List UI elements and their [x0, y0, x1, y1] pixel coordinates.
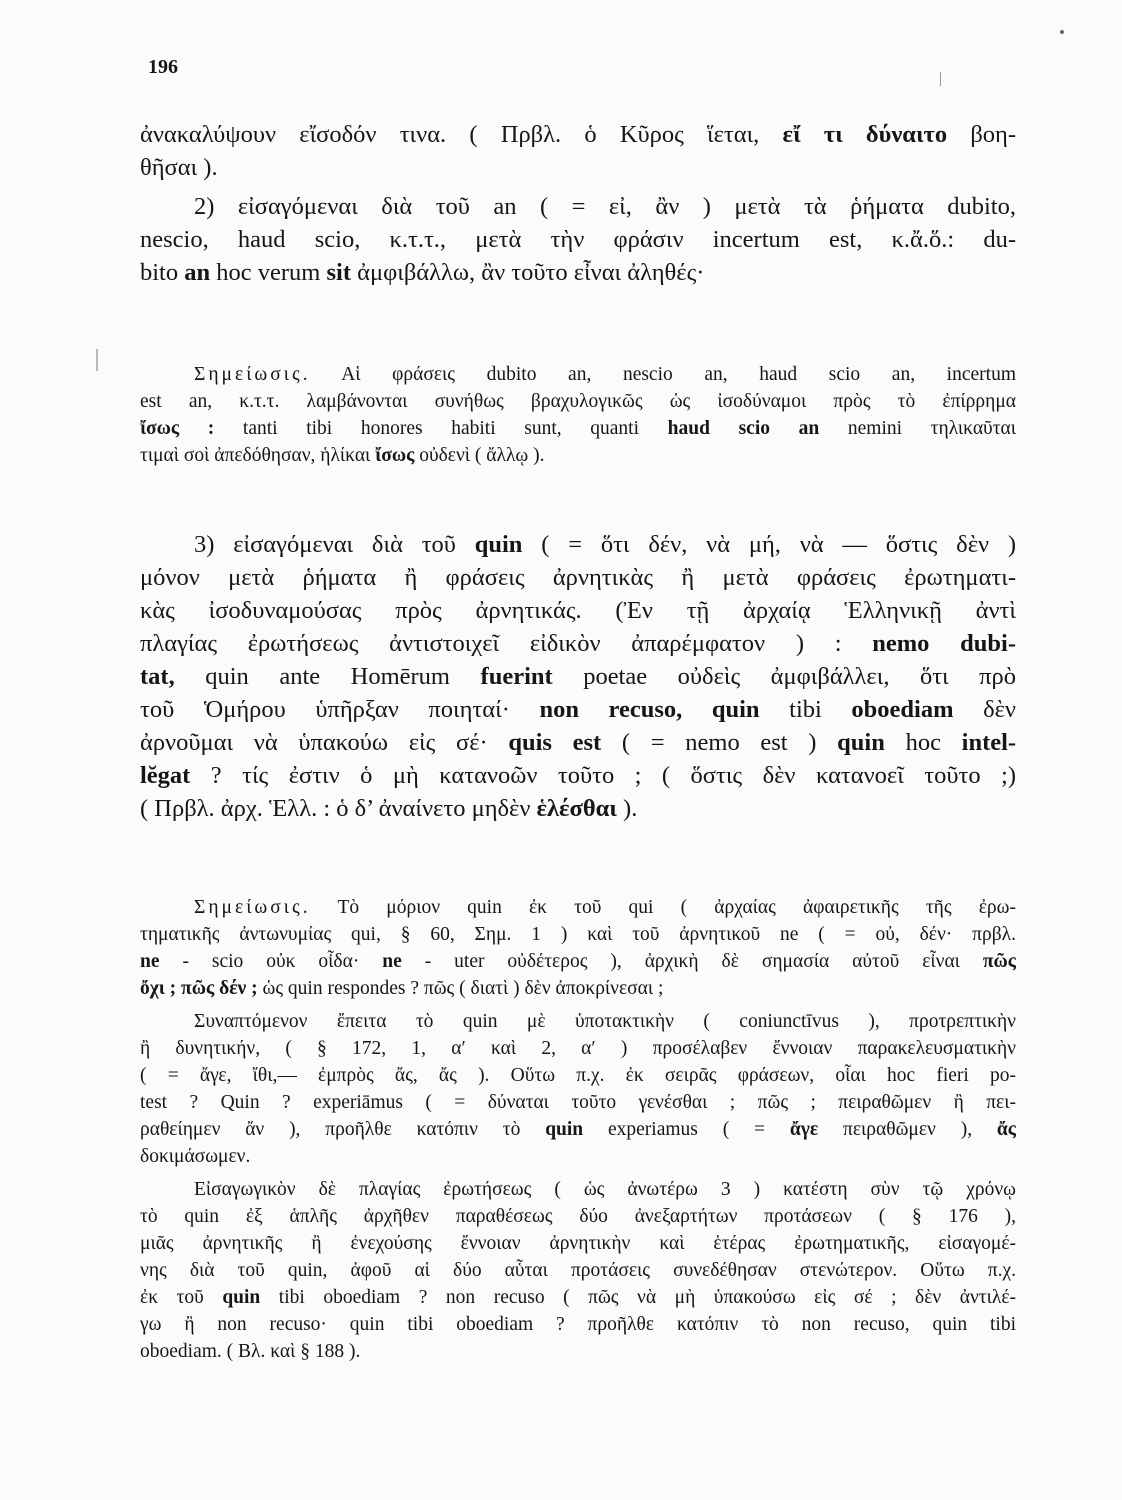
bold-phrase: ἄς — [996, 1119, 1016, 1140]
paragraph-an-clauses — [140, 118, 1016, 289]
text-line: nescio, haud scio, κ.τ.τ., μετὰ τὴν φράσιν incertum est, κ.ἄ.ὅ.: du- — [140, 226, 1016, 253]
page-number: 196 — [148, 56, 178, 78]
text-span: - scio οὐκ οἶδα· — [182, 951, 360, 972]
text-line — [140, 759, 1016, 792]
text-span: - uter οὐδέτερος ), ἀρχικὴ δὲ σημασία αὐτοῦ εἶναι — [424, 951, 960, 972]
text-span: nemini τηλικαῦται — [847, 418, 1016, 439]
bold-phrase: quis est — [508, 729, 602, 756]
text-span: ραθείημεν ἄν ), προῆλθε κατόπιν τὸ — [140, 1119, 521, 1140]
text-span: τιμαὶ σοὶ ἀπεδόθησαν, ἡλίκαι — [140, 445, 371, 466]
text-span: tanti tibi honores habiti sunt, quanti — [242, 418, 640, 439]
bold-phrase: oboediam — [851, 696, 954, 723]
bold-phrase: ne — [382, 951, 402, 972]
text-line: ( = ἄγε, ἴθι,— ἐμπρὸς ἄς, ἄς ). Οὕτω π.χ. ἐκ σειρᾶς φράσεων, οἷαι hoc fieri po- — [140, 1065, 1016, 1086]
text-line: μιᾶς ἀρνητικῆς ἢ ἐνεχούσης ἔννοιαν ἀρνητικὴν καὶ ἑτέρας ἐρωτηματικῆς, εἰσαγομέ- — [140, 1233, 1016, 1254]
text-span: hoc verum — [216, 259, 321, 286]
text-span: hoc — [905, 729, 941, 756]
text-line: γω ἢ non recuso· quin tibi oboediam ? προῆλθε κατόπιν τὸ non recuso, quin tibi — [140, 1314, 1016, 1335]
bold-phrase: sit — [326, 259, 351, 286]
bold-phrase: quin — [545, 1119, 584, 1140]
text-line: νης διὰ τοῦ quin, ἀφοῦ αἱ δύο αὗται προτάσεις συνεδέθησαν στενώτερον. Οὕτω π.χ. — [140, 1260, 1016, 1281]
text-line: Συναπτόμενον ἔπειτα τὸ quin μὲ ὑποτακτικὴν ( coniunctīvus ), προτρεπτικὴν — [194, 1011, 1016, 1032]
text-span: βοη- — [970, 121, 1016, 148]
text-line — [140, 693, 1016, 726]
text-span: tibi — [789, 696, 822, 723]
text-span: ὡς quin respondes ? πῶς ( διατὶ ) δὲν ἀποκρίνεσαι ; — [262, 978, 664, 999]
text-span: tibi oboediam ? non recuso ( πῶς νὰ μὴ ὑπακούσω εἰς σέ ; δὲν ἀντιλέ- — [278, 1287, 1016, 1308]
bold-phrase: ἴσως — [375, 445, 415, 466]
text-span: experiamus ( = — [607, 1119, 766, 1140]
text-span: ( = ὅτι δέν, νὰ μή, νὰ — ὅστις δὲν ) — [541, 531, 1016, 558]
text-span: πειραθῶμεν ), — [843, 1119, 973, 1140]
bold-phrase: intel- — [961, 729, 1016, 756]
text-line — [140, 792, 1016, 825]
bold-phrase: ne — [140, 951, 160, 972]
text-line — [140, 442, 1016, 469]
text-line: Εἰσαγωγικὸν δὲ πλαγίας ἐρωτήσεως ( ὡς ἀνωτέρω 3 ) κατέστη σὺν τῷ χρόνῳ — [194, 1179, 1016, 1200]
text-span: Αἱ φράσεις dubito an, nescio an, haud scio an, incertum — [341, 364, 1016, 385]
bold-phrase: nemo dubi- — [872, 630, 1016, 657]
bold-phrase: ἄγε — [789, 1119, 819, 1140]
text-line — [140, 118, 1016, 151]
bold-phrase: quin — [222, 1287, 261, 1308]
text-line: oboediam. ( Βλ. καὶ § 188 ). — [140, 1341, 361, 1362]
bold-phrase: ἴσως : — [140, 418, 215, 439]
text-span: ἀμφιβάλλω, ἂν τοῦτο εἶναι ἀληθές· — [357, 259, 705, 286]
text-span: οὐδενὶ ( ἄλλῳ ). — [419, 445, 545, 466]
margin-mark — [96, 349, 98, 371]
bold-phrase: tat, — [140, 663, 175, 690]
note-an-clauses — [140, 361, 1016, 469]
text-span: quin ante Homērum — [205, 663, 450, 690]
bold-phrase: quin — [837, 729, 885, 756]
note-label: Σημείωσις. — [194, 897, 311, 918]
text-span: τοῦ Ὁμήρου ὑπῆρξαν ποιηταί· — [140, 696, 510, 723]
text-line — [140, 1284, 1016, 1311]
bold-phrase: quin — [474, 531, 523, 558]
text-line: μόνον μετὰ ῥήματα ἢ φράσεις ἀρνητικὰς ἢ μετὰ φράσεις ἐρωτηματι- — [140, 564, 1016, 591]
text-line: δοκιμάσωμεν. — [140, 1146, 251, 1167]
text-line: ἢ δυνητικήν, ( § 172, 1, α′ καὶ 2, α′ ) προσέλαβεν ἔννοιαν παρακελευσματικὴν — [140, 1038, 1016, 1059]
text-line — [140, 975, 1016, 1002]
note-quin — [140, 894, 1016, 1365]
text-line — [140, 627, 1016, 660]
text-span: 3) εἰσαγόμεναι διὰ τοῦ — [194, 531, 456, 558]
text-line — [140, 1116, 1016, 1143]
text-line — [140, 256, 1016, 289]
text-span: ἀνακαλύψουν εἴσοδόν τινα. ( Πρβλ. ὁ Κῦρος ἵεται, — [140, 121, 760, 148]
text-span: δὲν — [983, 696, 1016, 723]
text-line: κὰς ἰσοδυναμούσας πρὸς ἀρνητικάς. (Ἐν τῇ ἀρχαίᾳ Ἑλληνικῇ ἀντὶ — [140, 597, 1016, 624]
text-line: est an, κ.τ.τ. λαμβάνονται συνήθως βραχυλογικῶς ὡς ἰσοδύναμοι πρὸς τὸ ἐπίρρημα — [140, 391, 1016, 412]
text-line — [140, 948, 1016, 975]
bold-phrase: εἴ τι δύναιτο — [782, 121, 948, 148]
text-span: ἐκ τοῦ — [140, 1287, 204, 1308]
text-line: τὸ quin ἐξ ἁπλῆς ἀρχῆθεν παραθέσεως δύο ἀνεξαρτήτων προτάσεων ( § 176 ), — [140, 1206, 1016, 1227]
text-line — [140, 415, 1016, 442]
text-line: 2) εἰσαγόμεναι διὰ τοῦ an ( = εἰ, ἂν ) μετὰ τὰ ῥήματα dubito, — [194, 193, 1016, 220]
note-label: Σημείωσις. — [194, 364, 311, 385]
text-line — [140, 726, 1016, 759]
bold-phrase: ἑλέσθαι — [536, 795, 617, 822]
bold-phrase: an — [184, 259, 211, 286]
bold-phrase: πῶς — [982, 951, 1016, 972]
text-line — [140, 528, 1016, 561]
paragraph-quin-clauses — [140, 528, 1016, 825]
text-line — [140, 660, 1016, 693]
text-line — [140, 894, 1016, 921]
text-span: ). — [623, 795, 638, 822]
text-line: test ? Quin ? experiāmus ( = δύναται τοῦτο γενέσθαι ; πῶς ; πειραθῶμεν ἢ πει- — [140, 1092, 1016, 1113]
scan-mark — [940, 72, 941, 86]
text-span: πλαγίας ἐρωτήσεως ἀντιστοιχεῖ εἰδικὸν ἀπαρέμφατον ) : — [140, 630, 842, 657]
text-line: τηματικῆς ἀντωνυμίας qui, § 60, Σημ. 1 ) καὶ τοῦ ἀρνητικοῦ ne ( = οὐ, δέν· πρβλ. — [140, 924, 1016, 945]
text-line: θῆσαι ). — [140, 154, 218, 181]
text-span: ? τίς ἐστιν ὁ μὴ κατανοῶν τοῦτο ; ( ὅστις δὲν κατανοεῖ τοῦτο ;) — [210, 762, 1016, 789]
bold-phrase: haud scio an — [667, 418, 820, 439]
text-span: Τὸ μόριον quin ἐκ τοῦ qui ( ἀρχαίας ἀφαιρετικῆς τῆς ἐρω- — [337, 897, 1016, 918]
bold-phrase: lĕgat — [140, 762, 191, 789]
bold-phrase: non recuso, quin — [539, 696, 760, 723]
scan-speck — [1060, 30, 1064, 34]
text-span: poetae οὐδεὶς ἀμφιβάλλει, ὅτι πρὸ — [583, 663, 1016, 690]
text-span: ( Πρβλ. ἀρχ. Ἑλλ. : ὁ δ’ ἀναίνετο μηδὲν — [140, 795, 531, 822]
text-span: ( = nemo est ) — [621, 729, 817, 756]
text-line — [140, 361, 1016, 388]
text-span: ἀρνοῦμαι νὰ ὑπακούω εἰς σέ· — [140, 729, 488, 756]
bold-phrase: ὄχι ; πῶς δέν ; — [140, 978, 258, 999]
bold-phrase: fuerint — [480, 663, 553, 690]
text-span: bito — [140, 259, 179, 286]
